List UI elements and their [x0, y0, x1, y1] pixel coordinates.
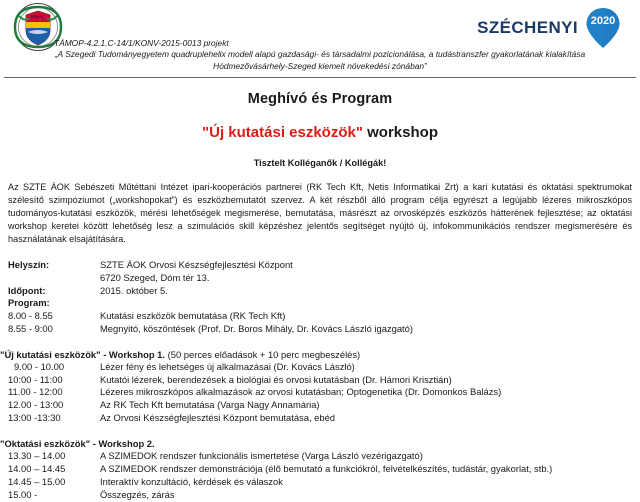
greeting-line: Tisztelt Kolléganők / Kollégák!: [253, 158, 387, 168]
schedule-description: Lézer fény és lehetséges új alkalmazásai (Dr. Kovács László): [100, 360, 355, 372]
workshop-title-suffix: workshop: [362, 124, 438, 141]
schedule-description: Interaktív konzultáció, kérdések és válaszok: [100, 476, 283, 487]
detail-row-program: [8, 297, 640, 310]
schedule-row: [8, 450, 640, 463]
project-title-line1: „A Szegedi Tudományegyetem quadruplehelix modell alapú gazdasági- és társadalmi pozicionálása, a tudástranszfer gyakorlatának kialakítása: [54, 49, 586, 59]
workshop2-heading: [0, 437, 640, 450]
schedule-time: 10:00 - 11:00: [8, 373, 63, 385]
schedule-row: [8, 489, 640, 502]
schedule-description: Lézeres mikroszkópos alkalmazások az orvosi kutatásban; Optogenetika (Dr. Domonkos Balázs): [100, 386, 502, 398]
document-header: [0, 0, 640, 78]
schedule-time: 14.00 – 14.45: [8, 463, 66, 475]
workshop1-heading: [0, 348, 640, 361]
svg-text:2020: 2020: [590, 15, 616, 27]
date-value: 2015. október 5.: [100, 284, 168, 296]
program-label-value: [100, 297, 640, 310]
detail-row-venue: [8, 259, 640, 272]
project-title-line2: Hódmezővásárhely-Szeged kiemelt növekedési zónában”: [213, 60, 427, 71]
project-code: TÁMOP-4.2.1.C-14/1/KONV-2015-0013 projekt: [54, 38, 229, 48]
schedule-time: 11.00 - 12:00: [8, 386, 63, 398]
schedule-row: [8, 463, 640, 476]
header-divider: [4, 77, 636, 78]
event-details: [8, 259, 640, 309]
schedule-time: 12.00 - 13:00: [8, 399, 64, 411]
schedule-time: 9.00 - 10.00: [14, 360, 65, 372]
schedule-row: [8, 476, 640, 489]
workshop2-heading-title: "Oktatási eszközök" - Workshop 2.: [0, 438, 155, 450]
venue-label-spacer: [8, 272, 100, 285]
venue-value-line1: SZTE ÁOK Orvosi Készségfejlesztési Központ: [100, 259, 293, 271]
schedule-description: A SZIMEDOK rendszer demonstrációja (élő bemutató a funkciókról, felvételkészítés, tudástár, gyakorlat, stb.): [100, 463, 553, 475]
szechenyi-wordmark: SZÉCHENYI: [477, 17, 578, 37]
schedule-time: 14.45 – 15.00: [8, 476, 66, 487]
project-identification: [0, 38, 640, 72]
venue-value-line2: 6720 Szeged, Dóm tér 13.: [100, 272, 210, 284]
workshop-title: [0, 124, 640, 141]
schedule-row: [8, 374, 640, 387]
schedule-row: [8, 399, 640, 412]
intro-paragraph: Az SZTE ÁOK Sebészeti Műtéttani Intézet ipari-kooperációs partnerei (RK Tech Kft, Netis Informatikai Zrt) a kari kutatási és oktatási spektrumokat szélesítő szimpóziumot („workshopokat”) és eszközbemutatót szervez. A két részből álló program célja egyrészt a legújabb lézeres mikroszkópos tudományos-kutatási eszközök, mérési lehetőségek megismerése, bemutatása, másrészt az orvosképzés eszközös hátterének fejlesztése; az oktatási workshop keretei között lehetőség lesz a szimulációs skill képzéshez jelentős segítséget nyújtó új, infokommunikációs rendszer megismerésére és használatának elsajátítására.: [8, 182, 632, 245]
schedule-row: [8, 361, 640, 374]
detail-row-date: [8, 285, 640, 298]
workshop1-heading-note: (50 perces előadások + 10 perc megbeszélés): [165, 348, 361, 360]
schedule-row: [8, 412, 640, 425]
schedule-row: [8, 310, 640, 323]
schedule-workshop2: [8, 450, 640, 502]
workshop1-heading-title: "Új kutatási eszközök" - Workshop 1.: [0, 348, 166, 360]
detail-row-venue-address: [8, 272, 640, 285]
schedule-description: Az RK Tech Kft bemutatása (Varga Nagy Annamária): [100, 399, 320, 411]
schedule-opening: [8, 310, 640, 336]
schedule-time: 13.30 – 14.00: [8, 450, 66, 462]
schedule-description: Megnyitó, köszöntések (Prof. Dr. Boros Mihály, Dr. Kovács László igazgató): [100, 322, 413, 334]
schedule-description: Az Orvosi Készségfejlesztési Központ bemutatása, ebéd: [100, 412, 336, 424]
schedule-workshop1: [8, 361, 640, 426]
schedule-time: 15.00 -: [8, 488, 38, 500]
schedule-description: Összegzés, zárás: [100, 488, 175, 500]
schedule-row: [8, 323, 640, 336]
date-label: Időpont:: [8, 284, 46, 296]
workshop-title-quoted: "Új kutatási eszközök": [202, 124, 363, 141]
program-label: Program:: [8, 297, 50, 309]
schedule-time: 13:00 -13:30: [8, 412, 61, 424]
schedule-time: 8.00 - 8.55: [8, 309, 53, 321]
venue-label: Helyszín:: [8, 259, 50, 271]
page-title: Meghívó és Program: [247, 91, 393, 107]
schedule-row: [8, 386, 640, 399]
schedule-description: Kutatói lézerek, berendezések a biológiai és orvosi kutatásban (Dr. Hámori Krisztián): [100, 373, 452, 385]
schedule-time: 8.55 - 9:00: [8, 322, 53, 334]
schedule-description: Kutatási eszközök bemutatása (RK Tech Kft): [100, 309, 286, 321]
schedule-description: A SZIMEDOK rendszer funkcionális ismertetése (Varga László vezérigazgató): [100, 450, 423, 462]
